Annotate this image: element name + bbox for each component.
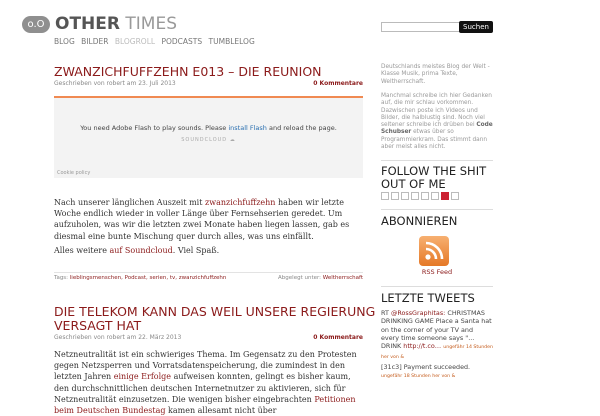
social-icon-3[interactable]: [401, 192, 409, 200]
paragraph-text: Nach unserer länglichen Auszeit mit: [54, 198, 203, 207]
rss-icon[interactable]: [419, 236, 449, 266]
paragraph-text: aufweisen konnten, gelingt es bisher kaum, den durchschnittlichen deutschen Internetnutzer zu aktivieren, sich für Netzneutralität einzusetzen. Die wenigen bisher eingebrachten: [54, 372, 351, 404]
filed-under: [278, 275, 363, 282]
tweet-text: RT: [381, 309, 389, 317]
tweet-time[interactable]: ungefähr 18 Stunden her von &: [381, 374, 456, 380]
tweet-text: [31c3] Payment succeeded.: [381, 363, 471, 371]
about-text-part: Manchmal schreibe ich hier Gedanken auf, die mir schlau vorkommen. Dazwischen poste ich Videos und Bilder, die halblustig sind. Noch viel seltener schreibe ich drüben bei: [381, 93, 492, 129]
nav-item-bilder[interactable]: BILDER: [81, 37, 109, 46]
soundcloud-embed[interactable]: [54, 96, 363, 178]
search-input[interactable]: [381, 22, 460, 32]
social-icon-6[interactable]: [431, 192, 439, 200]
site-title-word1: OTHER: [55, 14, 120, 34]
tweets-heading: LETZTE TWEETS: [381, 291, 475, 305]
follow-heading-line2: OUT OF ME: [381, 177, 446, 191]
post-title-line2[interactable]: VERSAGT HAT: [54, 318, 142, 333]
paragraph-text: Alles weitere: [54, 246, 107, 255]
comments-link[interactable]: 0 Kommentare: [313, 334, 363, 341]
cookie-policy-link[interactable]: Cookie policy: [57, 170, 91, 176]
follow-heading-line1: FOLLOW THE SHIT: [381, 164, 487, 178]
cloud-icon: ☁: [229, 137, 236, 143]
about-text-2: [381, 93, 493, 151]
einige-erfolge-link[interactable]: einige Erfolge: [113, 372, 172, 382]
post-meta: [54, 334, 363, 342]
paragraph-text: Netzneutralität ist ein schwieriges Thema. Im Gegensatz zu den Protesten gegen Netzsperren und Vorratsdatenspeicherung, die zumindest in den letzten Jahren: [54, 350, 357, 382]
nav-item-podcasts[interactable]: PODCASTS: [161, 37, 203, 46]
comments-link[interactable]: 0 Kommentare: [313, 80, 363, 87]
post-paragraph: [54, 245, 363, 256]
tweet-url-link[interactable]: http://t.co…: [403, 342, 442, 351]
zwanzichfuffzehn-link[interactable]: zwanzichfuffzehn: [205, 198, 276, 207]
post-byline: Geschrieben von robert am 22. März 2013: [54, 334, 182, 341]
install-flash-link[interactable]: install Flash: [228, 124, 267, 132]
flash-message-text-end: and reload the page.: [268, 124, 337, 132]
soundcloud-brand-text: SOUNDCLOUD: [181, 137, 228, 143]
post-meta: [54, 80, 363, 88]
code-schubser-link[interactable]: Code Schubser: [381, 122, 493, 136]
post-byline: Geschrieben von robert am 23. Juli 2013: [54, 80, 176, 87]
post-title[interactable]: ZWANZICHFUFFZEHN E013 – DIE REUNION: [54, 64, 322, 79]
tweet-text: CHRISTMAS DRINKING GAME Place a Santa hat on the corner of your TV and every time someone says "... DRINK: [381, 309, 492, 351]
soundcloud-link[interactable]: auf Soundcloud: [109, 246, 173, 255]
social-icon-1[interactable]: [381, 192, 389, 200]
social-icon-8[interactable]: [451, 192, 459, 200]
tag-links[interactable]: lieblingsmenschen, Podcast, serien, tv, zwanzichfuffzehn: [69, 275, 227, 281]
divider: [381, 160, 493, 161]
about-text: Deutschlands meistes Blog der Welt - Klasse Musik, prima Texte, Weltherrschaft.: [381, 64, 490, 85]
tweet-user-link[interactable]: @RossGraphitas:: [390, 309, 446, 317]
social-icon-5[interactable]: [421, 192, 429, 200]
main-nav: [54, 37, 259, 47]
paragraph-text: . Viel Spaß.: [172, 246, 220, 255]
flash-message-text: You need Adobe Flash to play sounds. Please: [80, 124, 227, 132]
site-title-word2: TIMES: [125, 14, 177, 34]
social-icon-2[interactable]: [391, 192, 399, 200]
rss-feed-link[interactable]: RSS Feed: [421, 268, 453, 276]
post-tags: [54, 272, 363, 282]
search-button[interactable]: Suchen: [459, 21, 493, 33]
soundcloud-logo: [54, 137, 363, 143]
nav-item-blogroll[interactable]: BLOGROLL: [114, 37, 156, 46]
filed-label: Abgelegt unter:: [278, 275, 322, 281]
abonnieren-heading: ABONNIEREN: [381, 214, 458, 228]
petitionen-link[interactable]: Petitionen beim Deutschen Bundestag: [54, 394, 356, 416]
social-icon-7[interactable]: [441, 192, 449, 200]
divider: [381, 209, 493, 210]
site-title[interactable]: [55, 14, 177, 35]
divider: [381, 286, 493, 287]
paragraph-text: haben wir letzte Woche endlich wieder in voller Länge über Fernsehserien geredet. Um aufzuholen, was wir die letzten zwei Monate haben liegen lassen, gab es diesmal eine bunte Mischung quer durch alles, was uns einfällt.: [54, 198, 350, 241]
category-link[interactable]: Weltherrschaft: [322, 275, 363, 281]
about-text-part: etwas über so Programmierkram. Das stimmt dann aber meist alles nicht.: [381, 129, 488, 151]
nav-item-tumblelog[interactable]: TUMBLELOG: [208, 37, 255, 46]
paragraph-text: kamen allesamt nicht über: [168, 406, 277, 416]
flash-message: [54, 124, 363, 132]
tweet: [381, 363, 493, 382]
social-icon-4[interactable]: [411, 192, 419, 200]
tags-label: Tags:: [54, 275, 69, 281]
post-title-line1[interactable]: DIE TELEKOM KANN DAS WEIL UNSERE REGIERUNG: [54, 304, 376, 319]
tweet-time[interactable]: ungefähr 14 Stunden her von &: [381, 345, 494, 361]
post-paragraph: [54, 349, 363, 416]
tweet: [381, 309, 493, 363]
logo-icon[interactable]: o.O: [22, 16, 50, 33]
post-paragraph: [54, 197, 363, 242]
nav-item-blog[interactable]: BLOG: [54, 37, 75, 46]
